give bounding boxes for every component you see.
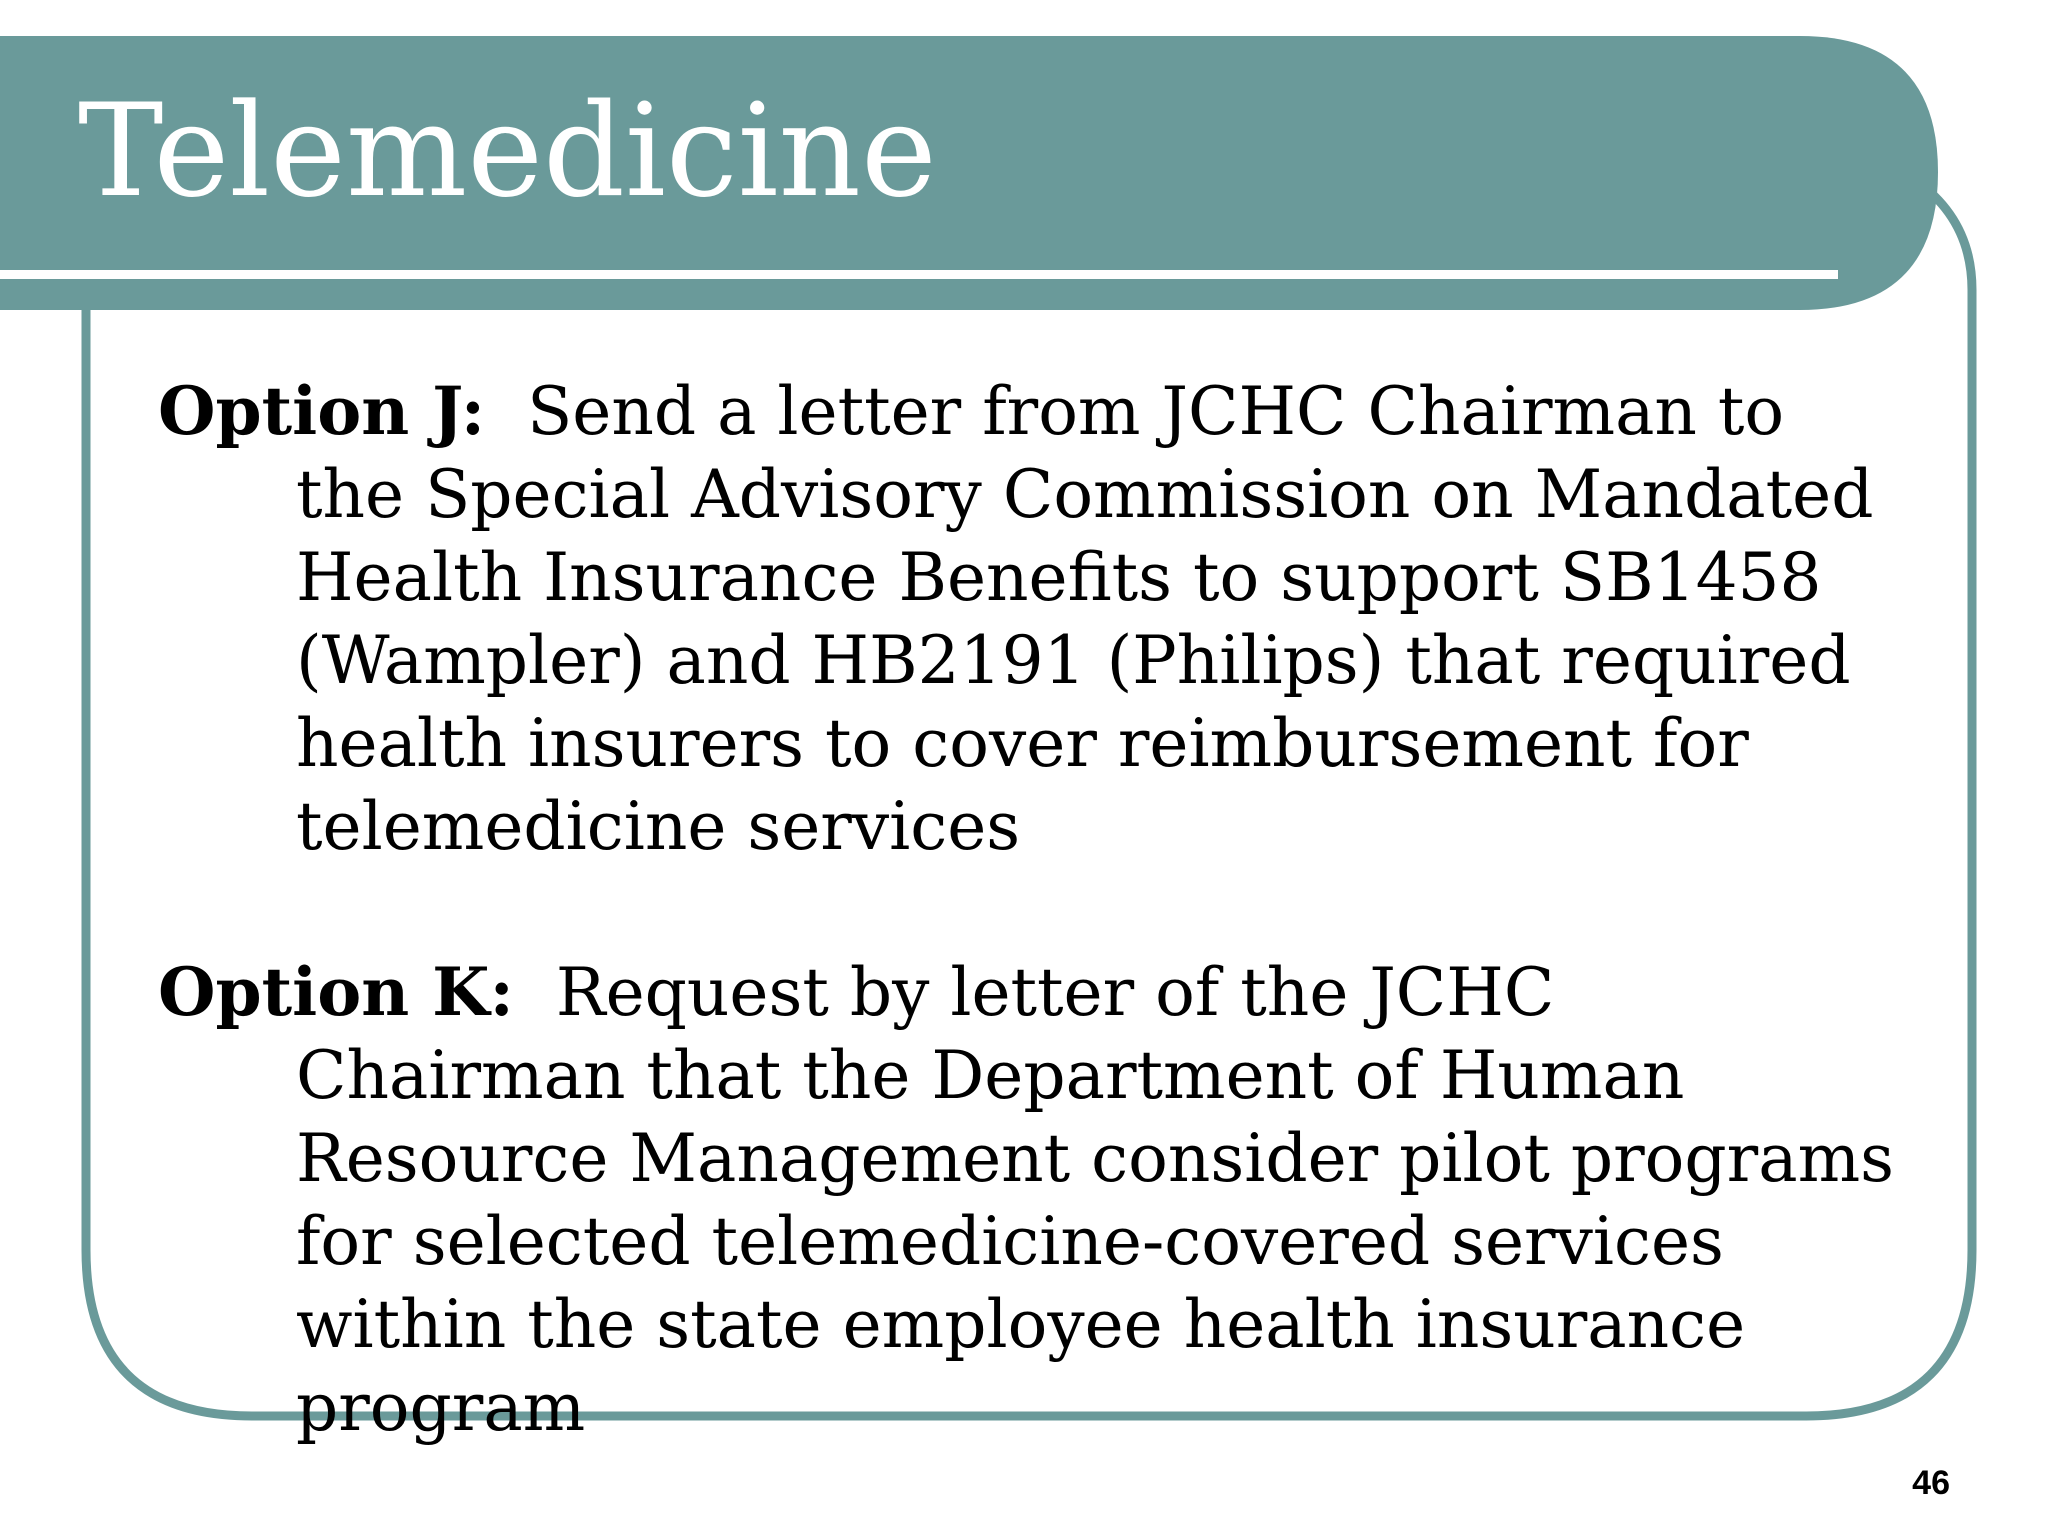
page-number: 46 <box>1912 1464 1950 1502</box>
banner-divider <box>0 270 1838 279</box>
option-k-label: Option K: <box>158 953 514 1031</box>
option-k <box>158 951 1898 1449</box>
option-k-text: Request by letter of the JCHC Chairman that the Department of Human Resource Management consider pilot programs for selected telemedicine-covered services within the state employee health insurance program <box>296 954 1895 1446</box>
option-j-label: Option J: <box>158 372 486 450</box>
option-j <box>158 370 1898 868</box>
option-j-text: Send a letter from JCHC Chairman to the Special Advisory Commission on Mandated Health Insurance Benefits to support SB1458 (Wampler) and HB2191 (Philips) that required health insurers to cover reimbursement for telemedicine services <box>296 373 1874 865</box>
slide-body <box>158 370 1898 1449</box>
slide-title: Telemedicine <box>78 77 937 226</box>
